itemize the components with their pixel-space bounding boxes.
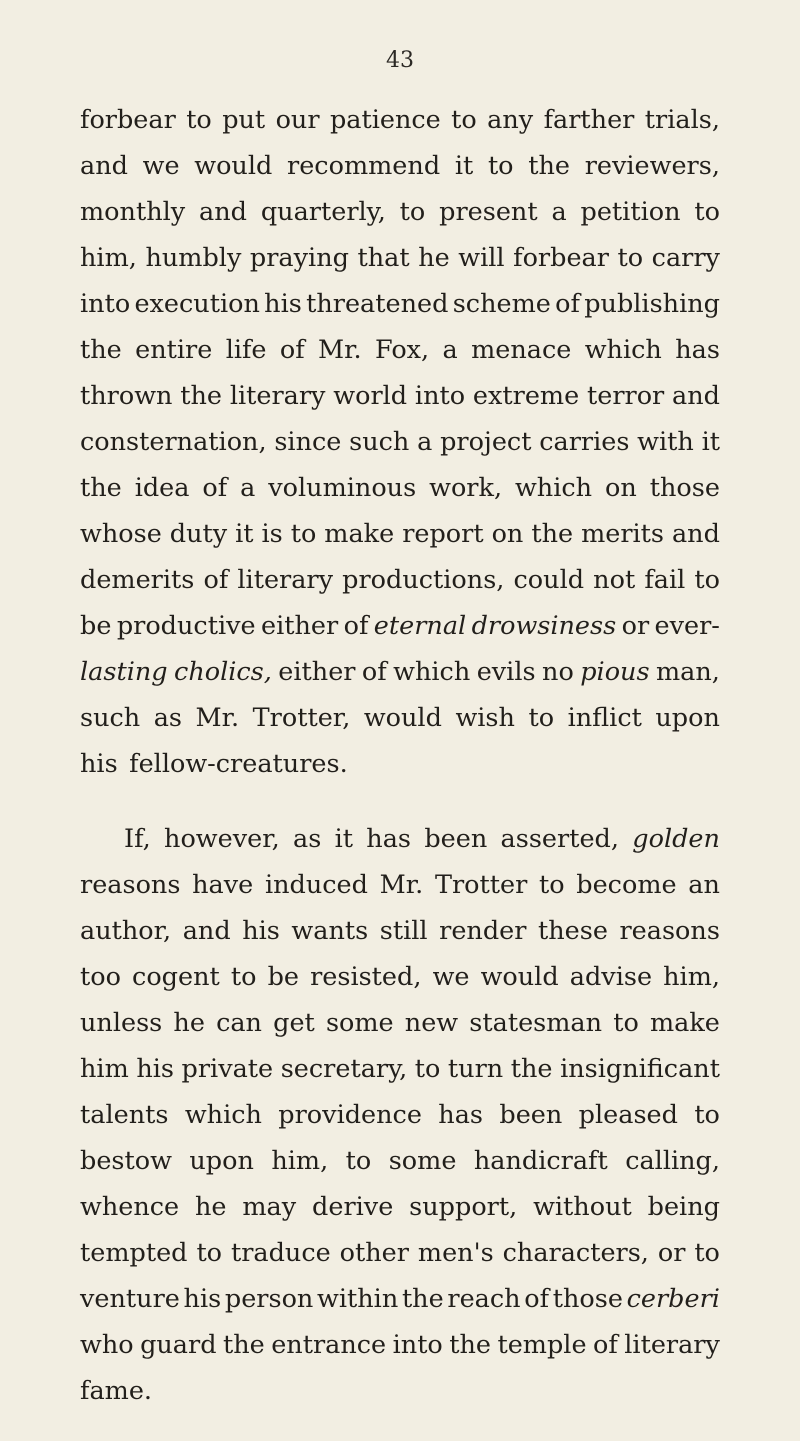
word: scheme — [452, 289, 551, 319]
word: he — [418, 243, 450, 273]
word: Mr. — [195, 703, 240, 733]
word: reach — [447, 1284, 521, 1314]
text-line — [80, 465, 720, 511]
text-line — [80, 557, 720, 603]
word: literary — [237, 565, 334, 595]
word: man, — [655, 657, 720, 687]
word: temple — [497, 1330, 587, 1360]
word: too — [80, 962, 121, 992]
word: idea — [134, 473, 190, 503]
word: a — [240, 473, 256, 503]
word: unless — [80, 1008, 163, 1038]
word: to — [196, 1238, 223, 1268]
word: person — [224, 1284, 314, 1314]
word: project — [440, 427, 532, 457]
word: to — [487, 151, 514, 181]
word: Fox, — [375, 335, 430, 365]
word: author, — [80, 916, 172, 946]
word: would — [363, 703, 442, 733]
text-line — [80, 954, 720, 1000]
word: duty — [169, 519, 228, 549]
text-line — [80, 816, 720, 862]
word: been — [424, 824, 488, 854]
word: cholics, — [174, 657, 272, 687]
word: of — [593, 1330, 618, 1360]
word: calling, — [625, 1146, 720, 1176]
word: however, — [164, 824, 280, 854]
word: of — [343, 611, 369, 641]
word: quarterly, — [260, 197, 386, 227]
word: extreme — [472, 381, 580, 411]
word: his — [80, 749, 118, 779]
word: statesman — [469, 1008, 603, 1038]
word: and — [671, 519, 720, 549]
word: it — [454, 151, 474, 181]
word: into — [414, 381, 466, 411]
word: his — [264, 289, 302, 319]
word: entrance — [271, 1330, 387, 1360]
word: reasons — [80, 870, 181, 900]
word: of — [202, 473, 228, 503]
text-line — [80, 908, 720, 954]
word: which — [184, 1100, 262, 1130]
word: some — [325, 1008, 394, 1038]
word: into — [80, 289, 131, 319]
word: either — [261, 611, 339, 641]
text-line — [80, 143, 720, 189]
word: our — [275, 105, 320, 135]
word: terror — [586, 381, 665, 411]
word: we — [432, 962, 470, 992]
word: handicraft — [473, 1146, 608, 1176]
word: which — [514, 473, 593, 503]
word: insignificant — [560, 1054, 720, 1084]
word: reviewers, — [584, 151, 720, 181]
word: on — [491, 519, 524, 549]
word: it — [334, 824, 353, 854]
word: him, — [80, 243, 137, 273]
word: patience — [329, 105, 441, 135]
word: consternation, — [80, 427, 267, 457]
word: to — [451, 105, 477, 135]
word: of — [279, 335, 305, 365]
text-line — [80, 603, 720, 649]
word: a — [417, 427, 433, 457]
word: or — [621, 611, 650, 641]
word: entire — [135, 335, 213, 365]
word: traduce — [230, 1238, 331, 1268]
word: private — [181, 1054, 274, 1084]
word: voluminous — [268, 473, 417, 503]
word: to — [345, 1146, 372, 1176]
word: or — [657, 1238, 686, 1268]
word: the — [510, 1054, 553, 1084]
text-line — [80, 419, 720, 465]
word: on — [605, 473, 637, 503]
word: the — [180, 381, 223, 411]
word: render — [439, 916, 527, 946]
word: Mr. — [379, 870, 424, 900]
word: either — [278, 657, 356, 687]
text-line — [80, 511, 720, 557]
word: the — [80, 473, 122, 503]
text-line — [80, 1092, 720, 1138]
word: such — [349, 427, 410, 457]
word: report — [402, 519, 484, 549]
word: lasting — [80, 657, 168, 687]
word: work, — [429, 473, 503, 503]
word: can — [216, 1008, 262, 1038]
word: wish — [455, 703, 515, 733]
text-line — [80, 1276, 720, 1322]
word: execution — [134, 289, 260, 319]
word: get — [273, 1008, 315, 1038]
text-line — [80, 1368, 720, 1414]
word: productive — [116, 611, 256, 641]
word: humbly — [145, 243, 242, 273]
word: put — [222, 105, 266, 135]
word: pious — [580, 657, 650, 687]
word: demerits — [80, 565, 195, 595]
word: such — [80, 703, 141, 733]
word: fame. — [80, 1376, 153, 1406]
word: him — [80, 1054, 129, 1084]
word: the — [528, 151, 570, 181]
word: of — [555, 289, 580, 319]
word: Trotter — [434, 870, 528, 900]
word: no — [542, 657, 574, 687]
word: has — [675, 335, 720, 365]
word: make — [324, 519, 395, 549]
word: and — [672, 381, 720, 411]
word: those — [552, 1284, 623, 1314]
word: bestow — [80, 1146, 172, 1176]
word: has — [366, 824, 412, 854]
word: to — [290, 519, 317, 549]
word: upon — [655, 703, 720, 733]
word: be — [267, 962, 299, 992]
word: to — [617, 243, 644, 273]
text-line — [80, 1138, 720, 1184]
word: to — [399, 197, 426, 227]
text-line — [80, 741, 720, 787]
word: is — [261, 519, 283, 549]
word: If, — [124, 824, 151, 854]
word: derive — [312, 1192, 394, 1222]
word: other — [339, 1238, 409, 1268]
word: as — [153, 703, 183, 733]
word: not — [593, 565, 636, 595]
word: without — [533, 1192, 632, 1222]
word: him, — [271, 1146, 329, 1176]
word: being — [647, 1192, 720, 1222]
word: upon — [189, 1146, 254, 1176]
word: some — [388, 1146, 457, 1176]
word: productions, — [342, 565, 505, 595]
word: threatened — [306, 289, 449, 319]
word: a — [551, 197, 567, 227]
word: within — [317, 1284, 399, 1314]
word: to — [528, 703, 555, 733]
text-line — [80, 327, 720, 373]
word: forbear — [80, 105, 176, 135]
word: evils — [476, 657, 536, 687]
word: monthly — [80, 197, 186, 227]
paragraph-2 — [80, 816, 720, 1414]
word: new — [404, 1008, 459, 1038]
word: forbear — [513, 243, 609, 273]
word: be — [80, 611, 112, 641]
word: his — [183, 1284, 222, 1314]
word: we — [142, 151, 180, 181]
word: world — [333, 381, 408, 411]
text-line — [80, 1046, 720, 1092]
word: to — [694, 1238, 720, 1268]
word: resisted, — [310, 962, 422, 992]
word: with — [637, 427, 694, 457]
word: thrown — [80, 381, 173, 411]
text-line — [80, 1000, 720, 1046]
word: cogent — [132, 962, 220, 992]
page-number: 43 — [386, 48, 414, 73]
word: to — [613, 1008, 639, 1038]
text-line — [80, 1230, 720, 1276]
word: fellow-creatures. — [129, 749, 348, 779]
word: literary — [229, 381, 326, 411]
text-line — [80, 1184, 720, 1230]
word: of — [203, 565, 229, 595]
word: as — [293, 824, 322, 854]
word: and — [199, 197, 247, 227]
word: it — [701, 427, 720, 457]
word: fail — [644, 565, 686, 595]
word: menace — [471, 335, 572, 365]
text-line — [80, 189, 720, 235]
text-line — [80, 373, 720, 419]
text-line — [80, 281, 720, 327]
text-line — [80, 97, 720, 143]
word: and — [80, 151, 128, 181]
word: have — [192, 870, 254, 900]
word: venture — [80, 1284, 180, 1314]
word: who — [80, 1330, 134, 1360]
word: a — [442, 335, 458, 365]
word: has — [438, 1100, 484, 1130]
word: that — [357, 243, 410, 273]
word: carry — [651, 243, 720, 273]
text-line — [80, 649, 720, 695]
word: whence — [80, 1192, 180, 1222]
paragraph-1 — [80, 97, 720, 787]
word: an — [688, 870, 720, 900]
word: still — [379, 916, 428, 946]
word: trials, — [644, 105, 720, 135]
word: he — [195, 1192, 227, 1222]
word: of — [361, 657, 387, 687]
text-line — [80, 1322, 720, 1368]
word: been — [499, 1100, 563, 1130]
word: farther — [543, 105, 635, 135]
word: induced — [264, 870, 368, 900]
word: may — [242, 1192, 297, 1222]
word: carries — [539, 427, 630, 457]
word: any — [487, 105, 534, 135]
text-line — [80, 235, 720, 281]
word: to — [414, 1054, 441, 1084]
word: of — [524, 1284, 550, 1314]
word: to — [694, 1100, 720, 1130]
word: since — [274, 427, 342, 457]
word: make — [649, 1008, 720, 1038]
word: would — [480, 962, 559, 992]
word: he — [173, 1008, 205, 1038]
word: these — [537, 916, 608, 946]
word: eternal — [373, 611, 467, 641]
word: will — [458, 243, 505, 273]
word: the — [401, 1284, 444, 1314]
word: the — [449, 1330, 492, 1360]
text-line — [80, 862, 720, 908]
word: secretary, — [280, 1054, 408, 1084]
word: men's — [417, 1238, 494, 1268]
word: asserted, — [500, 824, 619, 854]
word: Trotter, — [252, 703, 351, 733]
word: his — [136, 1054, 174, 1084]
word: would — [194, 151, 273, 181]
word: the — [222, 1330, 265, 1360]
word: become — [576, 870, 677, 900]
word: to — [694, 197, 720, 227]
word: pleased — [578, 1100, 678, 1130]
word: it — [235, 519, 254, 549]
word: recommend — [287, 151, 441, 181]
word: praying — [249, 243, 349, 273]
word: golden — [632, 824, 720, 854]
word: and — [182, 916, 231, 946]
word: merits — [581, 519, 665, 549]
word: turn — [447, 1054, 504, 1084]
word: to — [230, 962, 257, 992]
word: tempted — [80, 1238, 188, 1268]
word: providence — [278, 1100, 422, 1130]
word: the — [80, 335, 122, 365]
word: the — [531, 519, 574, 549]
word: could — [513, 565, 585, 595]
word: which — [584, 335, 662, 365]
word: him, — [663, 962, 720, 992]
word: life — [225, 335, 267, 365]
word: his — [242, 916, 280, 946]
word: characters, — [502, 1238, 649, 1268]
word: to — [694, 565, 720, 595]
word: publishing — [584, 289, 720, 319]
word: inflict — [567, 703, 642, 733]
word: petition — [580, 197, 681, 227]
word: reasons — [619, 916, 720, 946]
word: cerberi — [626, 1284, 720, 1314]
word: which — [393, 657, 471, 687]
word: talents — [80, 1100, 169, 1130]
word: drowsiness — [471, 611, 617, 641]
word: to — [538, 870, 565, 900]
word: wants — [291, 916, 369, 946]
word: whose — [80, 519, 162, 549]
word: into — [392, 1330, 443, 1360]
word: guard — [140, 1330, 217, 1360]
word: to — [186, 105, 212, 135]
text-line — [80, 695, 720, 741]
word: present — [439, 197, 538, 227]
word: advise — [569, 962, 653, 992]
word: support, — [409, 1192, 518, 1222]
word: literary — [624, 1330, 720, 1360]
word: ever- — [654, 611, 720, 641]
word: those — [649, 473, 720, 503]
word: Mr. — [318, 335, 362, 365]
